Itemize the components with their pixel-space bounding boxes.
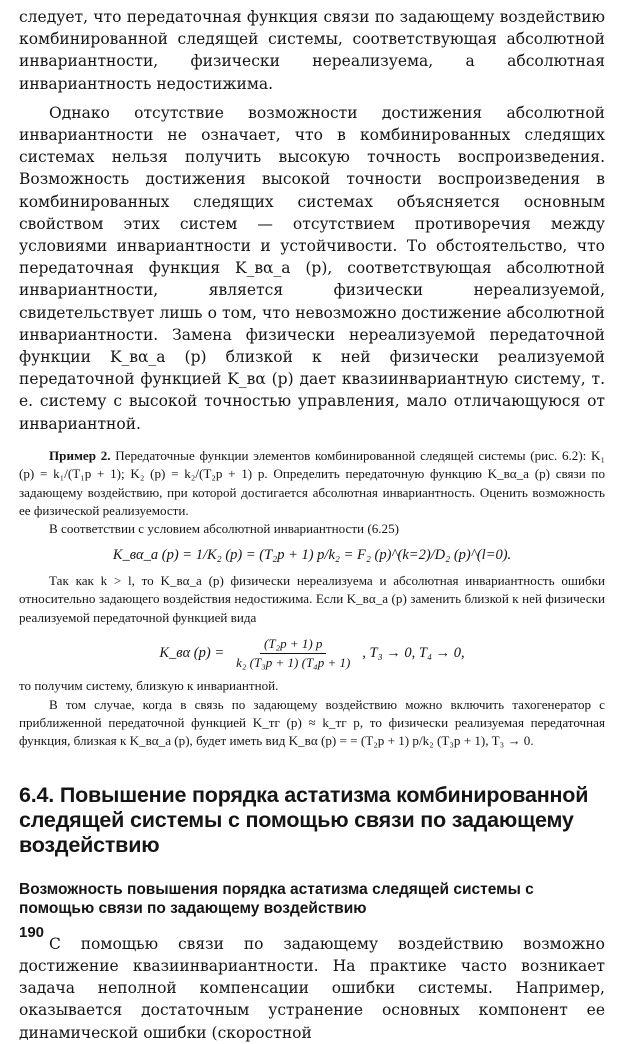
example-tachogenerator: В том случае, когда в связь по задающему воздействию можно включить тахогенератор с приближенной передаточной функцией K_тг (p) ≈ k_тг p, то физически реализуемая передаточная функция, близкая к K_вα_a (p), будет иметь вид K_вα (p) = = (T₂p + 1) p/k₂ (T₃p + 1), T₃ → 0.: [19, 696, 605, 749]
formula-realizable-transfer: [19, 636, 605, 671]
paragraph-invariance: Однако отсутствие возможности достижения абсолютной инвариантности не означает, что в комбинированных следящих системах нельзя получить высокую точность воспроизведения. Возможность достижения высокой точности воспроизведения в комбинированных следящих системах объясняется основным свойством этих систем — отсутствием противоречия между условиями инвариантности и устойчивости. То обстоятельство, что передаточная функция K_вα_a (p), соответствующая абсолютной инвариантности, является физически нереализуемой, свидетельствует лишь о том, что невозможно достижение абсолютной инвариантности. Замена физически нереализуемой передаточной функции K_вα_a (p) близкой к ней физически реализуемой передаточной функцией K_вα (p) дает квазиинвариантную систему, т. е. систему с высокой точностью управления, мало отличающуюся от инвариантной.: [19, 103, 605, 433]
section-title: 6.4. Повышение порядка астатизма комбинированной следящей системы с помощью связи по задающему воздействию: [19, 782, 589, 857]
formula2-lhs: K_вα (p) =: [159, 645, 225, 662]
formula2-tail: , T₃ → 0, T₄ → 0,: [362, 645, 465, 662]
formula2-fraction: [232, 636, 354, 671]
example-label: Пример 2.: [49, 447, 111, 463]
formula-absolute-invariance: K_вα_a (p) = 1/K₂ (p) = (T₂p + 1) p/k₂ = F₂ (p)^(k=2)/D₂ (p)^(l=0).: [112, 546, 512, 563]
page-number: 190: [19, 924, 45, 941]
example-analysis: Так как k > l, то K_вα_a (p) физически нереализуема и абсолютная инвариантность ошибки относительно задающего воздействия недостижима. Если K_вα_a (p) заменить близкой к ней физически реализуемой передаточной функцией вида: [19, 572, 605, 625]
example-conclusion: то получим систему, близкую к инвариантной.: [19, 678, 279, 694]
formula2-denominator: k₂ (T₃p + 1) (T₄p + 1): [236, 655, 351, 671]
example-condition-line: В соответствии с условием абсолютной инвариантности (6.25): [49, 521, 399, 537]
example-text: Передаточные функции элементов комбинированной следящей системы (рис. 6.2): K₁ (p) = k₁/(T₁p + 1); K₂ (p) = k₂/(T₂p + 1) p. Определить передаточную функцию K_вα_a (p) связи по задающему воздействию, при которой достигается абсолютная инвариантность. Оценить возможность ее физической реализуемости.: [19, 447, 606, 519]
example-block: [19, 447, 605, 751]
paragraph-continued: следует, что передаточная функция связи по задающему воздействию комбинированной следящей системы, соответствующая абсолютной инвариантности, физически нереализуема, а абсолютная инвариантность недостижима.: [19, 8, 605, 93]
book-page: [19, 6, 605, 1044]
example-statement: [19, 447, 605, 521]
formula2-numerator: (T₂p + 1) p: [260, 636, 326, 654]
section-paragraph: С помощью связи по задающему воздействию возможно достижение квазиинвариантности. На практике часто возникает задача неполной компенсации ошибки системы. Например, оказывается достаточным устранение основных компонент ее динамической ошибки (скоростной: [19, 934, 605, 1042]
subsection-title: Возможность повышения порядка астатизма следящей системы с помощью связи по задающему воздействию: [19, 880, 534, 918]
